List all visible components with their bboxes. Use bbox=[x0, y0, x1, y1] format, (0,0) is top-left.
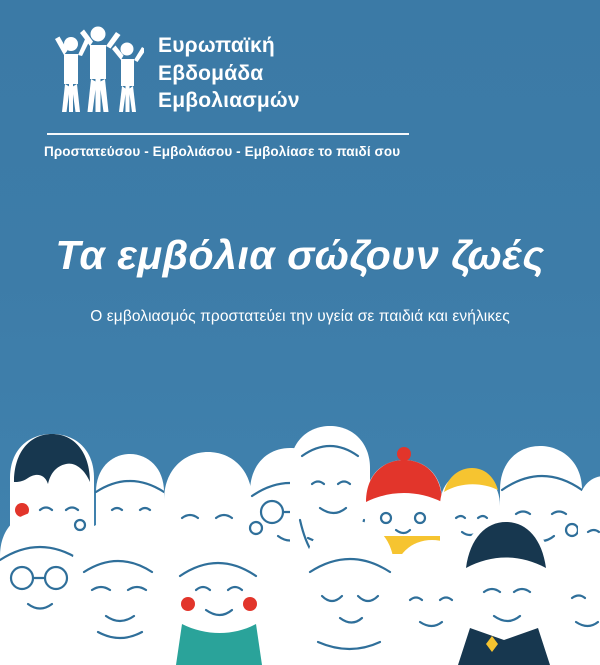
three-people-celebrating-logo-icon bbox=[44, 14, 144, 122]
header-divider bbox=[47, 133, 409, 135]
logo-line-3: Εμβολιασμών bbox=[158, 89, 300, 113]
logo-row bbox=[44, 14, 414, 122]
header bbox=[44, 14, 414, 159]
logo-wordmark bbox=[158, 14, 300, 115]
tagline: Προστατεύσου - Εμβολιάσου - Εμβολίασε το παιδί σου bbox=[44, 144, 401, 159]
logo-line-1: Ευρωπαϊκή bbox=[158, 34, 275, 57]
logo-line-2: Εβδομάδα bbox=[158, 61, 264, 85]
page-subtitle: Ο εμβολιασμός προστατεύει την υγεία σε παιδιά και ενήλικες bbox=[90, 308, 510, 325]
page-title: Τα εμβόλια σώζουν ζωές bbox=[55, 232, 545, 278]
crowd-of-people-illustration bbox=[0, 360, 600, 665]
